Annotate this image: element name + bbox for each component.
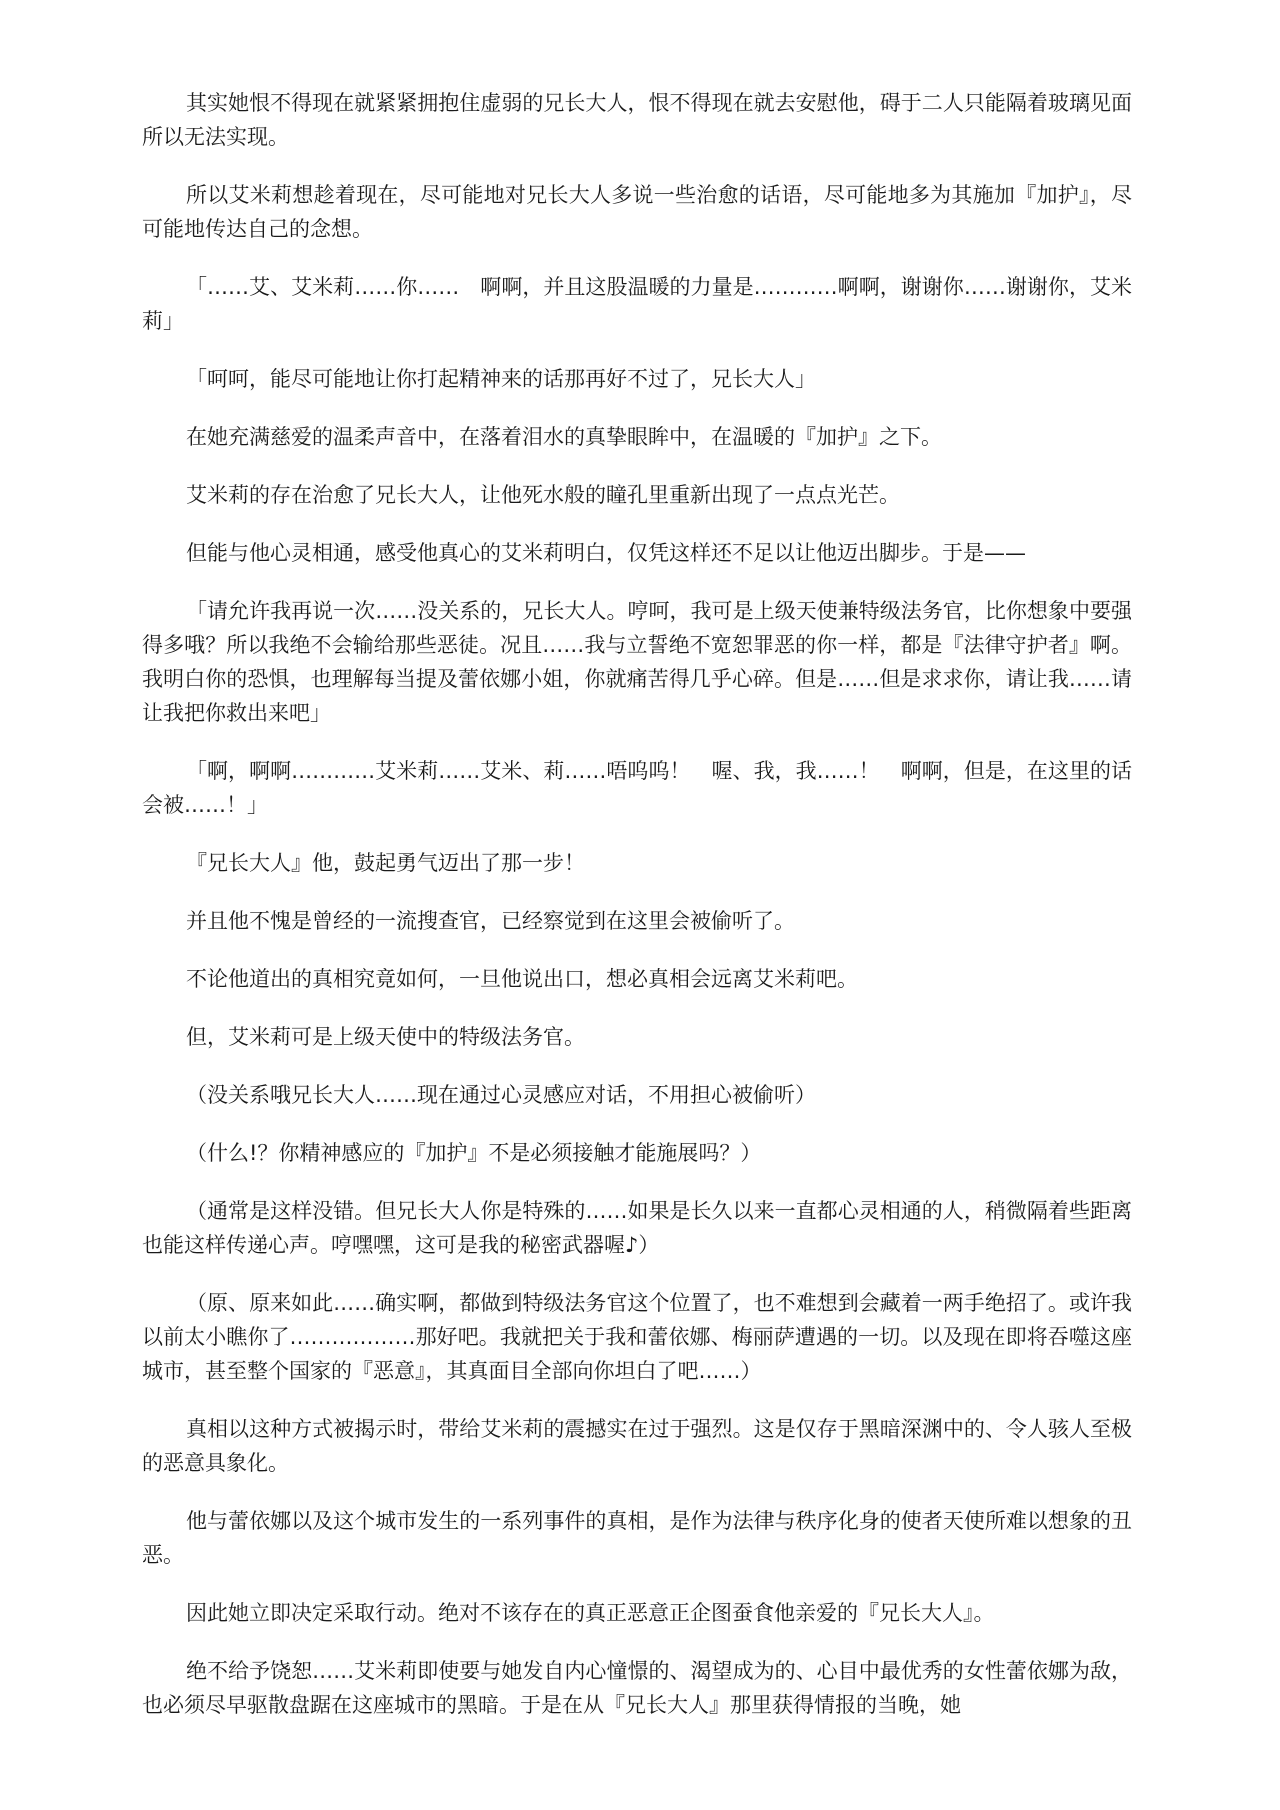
dialogue-paragraph: 「呵呵，能尽可能地让你打起精神来的话那再好不过了，兄长大人」 bbox=[186, 367, 816, 391]
paragraph: 绝不给予饶恕……艾米莉即使要与她发自内心憧憬的、渴望成为的、心目中最优秀的女性蕾依娜为敌，也必须尽早驱散盘踞在这座城市的黑暗。于是在从『兄长大人』那里获得情报的当晚，她 bbox=[142, 1659, 1132, 1717]
paragraph: 艾米莉的存在治愈了兄长大人，让他死水般的瞳孔里重新出现了一点点光芒。 bbox=[186, 483, 900, 507]
telepathy-paragraph: （通常是这样没错。但兄长大人你是特殊的……如果是长久以来一直都心灵相通的人，稍微隔着些距离也能这样传递心声。哼嘿嘿，这可是我的秘密武器喔♪） bbox=[142, 1199, 1132, 1257]
paragraph: 真相以这种方式被揭示时，带给艾米莉的震撼实在过于强烈。这是仅存于黑暗深渊中的、令人骇人至极的恶意具象化。 bbox=[142, 1417, 1132, 1475]
paragraph: 他与蕾依娜以及这个城市发生的一系列事件的真相，是作为法律与秩序化身的使者天使所难以想象的丑恶。 bbox=[142, 1509, 1132, 1567]
paragraph: 其实她恨不得现在就紧紧拥抱住虚弱的兄长大人，恨不得现在就去安慰他，碍于二人只能隔着玻璃见面所以无法实现。 bbox=[142, 91, 1132, 149]
telepathy-paragraph: （原、原来如此……确实啊，都做到特级法务官这个位置了，也不难想到会藏着一两手绝招了。或许我以前太小瞧你了………………那好吧。我就把关于我和蕾依娜、梅丽萨遭遇的一切。以及现在即将吞噬这座城市，甚至整个国家的『恶意』，其真面目全部向你坦白了吧……） bbox=[142, 1291, 1132, 1383]
paragraph: 并且他不愧是曾经的一流搜查官，已经察觉到在这里会被偷听了。 bbox=[186, 909, 795, 933]
paragraph: 『兄长大人』他，鼓起勇气迈出了那一步！ bbox=[186, 851, 585, 875]
document-body bbox=[142, 86, 1132, 1746]
telepathy-paragraph: （没关系哦兄长大人……现在通过心灵感应对话，不用担心被偷听） bbox=[186, 1083, 816, 1107]
dialogue-paragraph: 「啊，啊啊…………艾米莉……艾米、莉……唔呜呜！ 喔、我，我……！ 啊啊，但是，在这里的话会被……！」 bbox=[142, 759, 1132, 817]
paragraph: 不论他道出的真相究竟如何，一旦他说出口，想必真相会远离艾米莉吧。 bbox=[186, 967, 858, 991]
paragraph: 所以艾米莉想趁着现在，尽可能地对兄长大人多说一些治愈的话语，尽可能地多为其施加『加护』，尽可能地传达自己的念想。 bbox=[142, 183, 1132, 241]
paragraph: 在她充满慈爱的温柔声音中，在落着泪水的真挚眼眸中，在温暖的『加护』之下。 bbox=[186, 425, 942, 449]
dialogue-paragraph: 「请允许我再说一次……没关系的，兄长大人。哼呵，我可是上级天使兼特级法务官，比你想象中要强得多哦？所以我绝不会输给那些恶徒。况且……我与立誓绝不宽恕罪恶的你一样，都是『法律守护者』啊。我明白你的恐惧，也理解每当提及蕾依娜小姐，你就痛苦得几乎心碎。但是……但是求求你，请让我……请让我把你救出来吧」 bbox=[142, 599, 1132, 725]
paragraph: 但，艾米莉可是上级天使中的特级法务官。 bbox=[186, 1025, 585, 1049]
dialogue-paragraph: 「……艾、艾米莉……你…… 啊啊，并且这股温暖的力量是…………啊啊，谢谢你……谢谢你，艾米莉」 bbox=[142, 275, 1132, 333]
telepathy-paragraph: （什么!？你精神感应的『加护』不是必须接触才能施展吗？） bbox=[186, 1141, 762, 1165]
paragraph: 但能与他心灵相通，感受他真心的艾米莉明白，仅凭这样还不足以让他迈出脚步。于是—— bbox=[186, 541, 1026, 565]
paragraph: 因此她立即决定采取行动。绝对不该存在的真正恶意正企图蚕食他亲爱的『兄长大人』。 bbox=[186, 1601, 995, 1625]
